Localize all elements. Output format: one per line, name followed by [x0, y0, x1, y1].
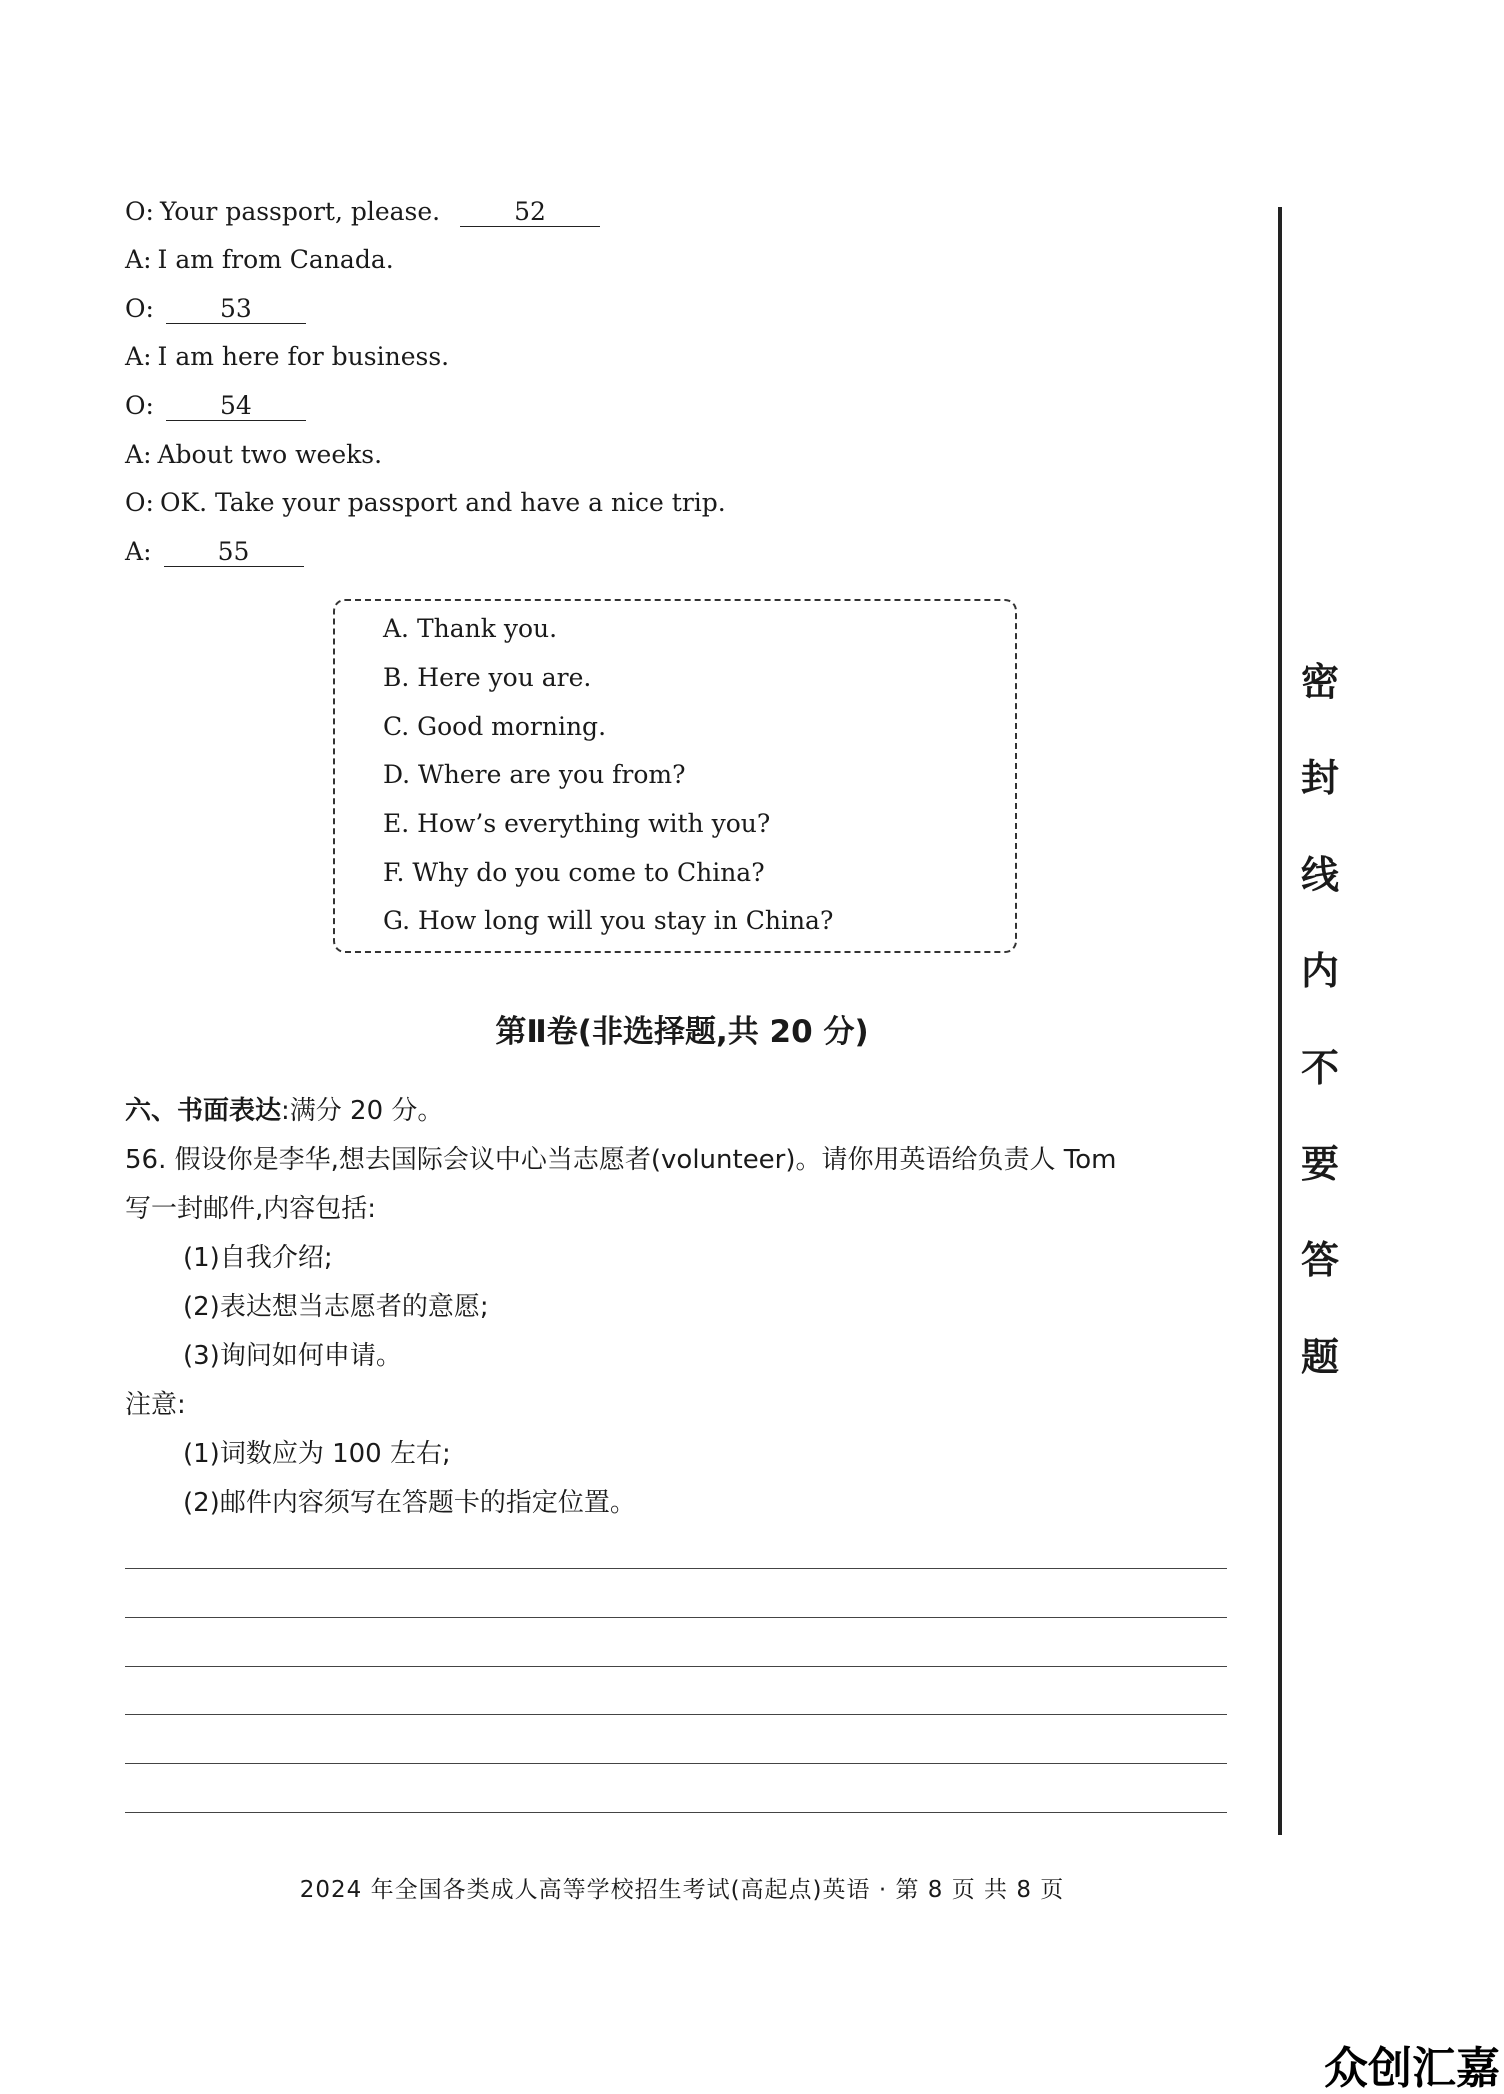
answer-line	[125, 1666, 1227, 1667]
answer-line	[125, 1812, 1227, 1813]
option-b: B. Here you are.	[383, 663, 592, 692]
seal-char: 内	[1300, 949, 1339, 993]
dialogue-line: O: 54	[125, 390, 306, 422]
dialogue-line: O: Your passport, please. 52	[125, 196, 600, 228]
option-f: F. Why do you come to China?	[383, 858, 765, 887]
notes-label: 注意:	[125, 1390, 186, 1420]
answer-blank: 55	[164, 538, 304, 567]
seal-char: 密	[1300, 660, 1339, 704]
option-e: E. How’s everything with you?	[383, 809, 771, 838]
dialogue-line: O: OK. Take your passport and have a nice trip.	[125, 488, 726, 517]
option-g: G. How long will you stay in China?	[383, 906, 834, 935]
seal-char: 不	[1300, 1046, 1339, 1090]
answer-line	[125, 1714, 1227, 1715]
answer-line	[125, 1568, 1227, 1569]
answer-blank: 53	[166, 295, 306, 324]
seal-char: 线	[1300, 853, 1339, 897]
requirement-item: (3)询问如何申请。	[183, 1341, 402, 1371]
answer-blank: 52	[460, 198, 600, 227]
writing-heading: 六、书面表达:满分 20 分。	[125, 1096, 444, 1126]
section-title: 第Ⅱ卷(非选择题,共 20 分)	[495, 1014, 869, 1050]
options-box	[333, 599, 1017, 953]
seal-rule	[1278, 207, 1282, 1835]
dialogue-line: A: I am from Canada.	[125, 245, 394, 274]
requirement-item: (1)自我介绍;	[183, 1243, 333, 1273]
question-56-line1: 56. 假设你是李华,想去国际会议中心当志愿者(volunteer)。请你用英语给负责人 Tom	[125, 1145, 1117, 1175]
question-56-line2: 写一封邮件,内容包括:	[125, 1194, 377, 1224]
answer-line	[125, 1617, 1227, 1618]
option-d: D. Where are you from?	[383, 760, 686, 789]
dialogue-line: A: 55	[125, 536, 304, 568]
dialogue-line: O: 53	[125, 293, 306, 325]
answer-line	[125, 1763, 1227, 1764]
seal-char: 答	[1300, 1238, 1339, 1282]
seal-char: 题	[1300, 1335, 1339, 1379]
requirement-item: (2)表达想当志愿者的意愿;	[183, 1292, 489, 1322]
dialogue-line: A: About two weeks.	[125, 440, 383, 469]
option-a: A. Thank you.	[383, 614, 558, 643]
answer-blank: 54	[166, 392, 306, 421]
note-item: (1)词数应为 100 左右;	[183, 1439, 451, 1469]
note-item: (2)邮件内容须写在答题卡的指定位置。	[183, 1488, 636, 1518]
watermark-logo: 众创汇嘉	[1324, 2043, 1500, 2094]
option-c: C. Good morning.	[383, 712, 607, 741]
seal-char: 封	[1300, 756, 1339, 800]
page-footer: 2024 年全国各类成人高等学校招生考试(高起点)英语 · 第 8 页 共 8 页	[299, 1877, 1065, 1903]
seal-char: 要	[1300, 1142, 1339, 1186]
dialogue-line: A: I am here for business.	[125, 342, 450, 371]
